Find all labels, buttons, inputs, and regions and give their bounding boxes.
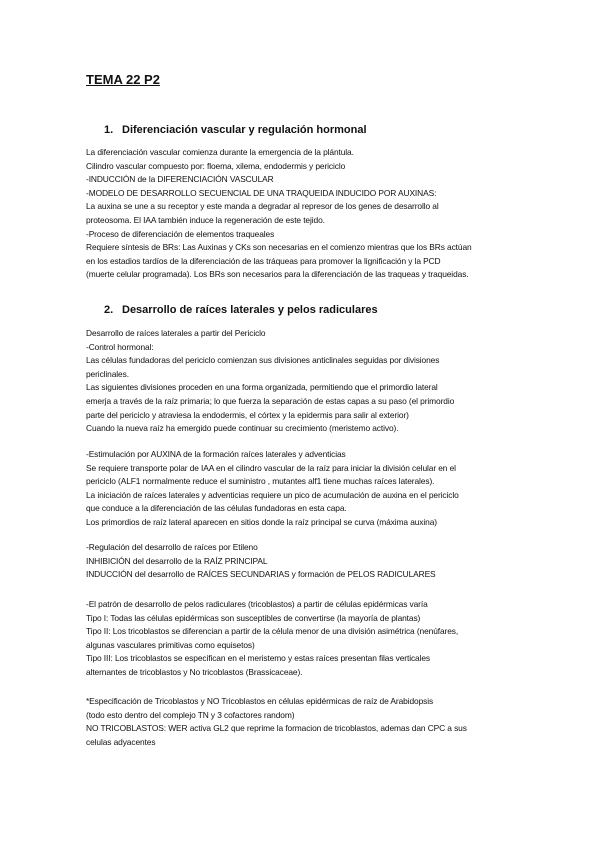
- text-line: parte del periciclo y atraviesa la endodermis, el córtex y la epidermis para salir al exterior): [86, 409, 409, 420]
- text-line: La auxina se une a su receptor y este manda a degradar al represor de los genes de desarrollo al: [86, 201, 439, 212]
- section-2-group-2: [86, 448, 526, 530]
- text-line: (muerte celular programada). Los BRs son necesarios para la diferenciación de las traqueas y traqueidas.: [86, 269, 469, 280]
- section-2-group-5: [86, 695, 526, 749]
- text-line: -MODELO DE DESARROLLO SECUENCIAL DE UNA TRAQUEIDA INDUCIDO POR AUXINAS:: [86, 187, 437, 198]
- section-2-number: 2.: [104, 304, 114, 316]
- text-line: algunas vasculares primitivas como equisetos): [86, 639, 255, 650]
- text-line: Tipo I: Todas las células epidérmicas son susceptibles de convertirse (la mayoría de plantas): [86, 612, 421, 623]
- section-1-number: 1.: [104, 124, 114, 136]
- text-line: emerja a través de la raíz primaria; lo que fuerza la separación de estas capas a su paso (el primordio: [86, 395, 455, 406]
- text-line: NO TRICOBLASTOS: WER activa GL2 que reprime la formacion de tricoblastos, ademas dan CPC a sus: [86, 723, 467, 734]
- text-line: *Especificación de Tricoblastos y NO Tricoblastos en células epidérmicas de raíz de Arabidopsis: [86, 696, 434, 706]
- text-line: que conduce a la diferenciación de las células fundadoras en esta capa.: [86, 503, 347, 514]
- text-line: -Estimulación por AUXINA de la formación raíces laterales y adventicias: [86, 449, 346, 459]
- text-line: Se requiere transporte polar de IAA en el cilindro vascular de la raíz para iniciar la división celular en el: [86, 462, 456, 473]
- document-title: TEMA 22 P2: [86, 72, 160, 87]
- text-line: -INDUCCIÓN de la DIFERENCIACIÓN VASCULAR: [86, 174, 274, 185]
- text-line: -Regulación del desarrollo de raíces por Etileno: [86, 542, 258, 552]
- section-2-group-4: [86, 598, 526, 680]
- text-line: periclinales.: [86, 368, 129, 379]
- text-line: periciclo (ALF1 normalmente reduce el suministro , mutantes alf1 tiene muchas raíces laterales).: [86, 476, 435, 487]
- section-2-group-1: [86, 327, 526, 436]
- text-line: Desarrollo de raíces laterales a partir del Periciclo: [86, 328, 266, 338]
- text-line: (todo esto dentro del complejo TN y 3 cofactores random): [86, 709, 295, 720]
- text-line: proteosoma. El IAA también induce la regeneración de este tejido.: [86, 214, 325, 225]
- text-line: Los primordios de raíz lateral aparecen en sitios donde la raíz principal se curva (máxima auxina): [86, 516, 437, 527]
- section-2-heading: [104, 304, 378, 316]
- text-line: Cuando la nueva raíz ha emergido puede continuar su crecimiento (meristemo activo).: [86, 423, 399, 434]
- section-1-heading: [104, 124, 367, 136]
- section-1-heading-text: Diferenciación vascular y regulación hormonal: [122, 124, 367, 136]
- text-line: Tipo II: Los tricoblastos se diferencian a partir de la célula menor de una división asimétrica (nenúfares,: [86, 626, 459, 637]
- text-line: INDUCCIÓN del desarrollo de RAÍCES SECUNDARIAS y formación de PELOS RADICULARES: [86, 569, 436, 580]
- text-line: en los estadios tardíos de la diferenciación de las tráqueas para promover la lignificación y la PCD: [86, 255, 441, 266]
- section-1-body: [86, 146, 526, 282]
- text-line: celulas adyacentes: [86, 736, 156, 747]
- text-line: Las siguientes divisiones proceden en una forma organizada, permitiendo que el primordio lateral: [86, 382, 438, 393]
- text-line: Cilindro vascular compuesto por: floema, xilema, endodermis y periciclo: [86, 160, 346, 171]
- text-line: La diferenciación vascular comienza durante la emergencia de la plántula.: [86, 147, 354, 157]
- text-line: Requiere síntesis de BRs: Las Auxinas y CKs son necesarias en el comienzo mientras que los BRs actúan: [86, 242, 472, 253]
- text-line: -Proceso de diferenciación de elementos traqueales: [86, 228, 275, 239]
- section-2-group-3: [86, 541, 526, 582]
- text-line: alternantes de tricoblastos y No tricoblastos (Brassicaceae).: [86, 666, 303, 677]
- text-line: Las células fundadoras del periciclo comienzan sus divisiones anticlinales seguidas por divisiones: [86, 355, 440, 366]
- text-line: La iniciación de raíces laterales y adventicias requiere un pico de acumulación de auxina en el periciclo: [86, 489, 459, 500]
- text-line: -El patrón de desarrollo de pelos radiculares (tricoblastos) a partir de células epidérmicas varía: [86, 599, 428, 609]
- text-line: INHIBICIÓN del desarrollo de la RAÍZ PRINCIPAL: [86, 555, 268, 566]
- text-line: Tipo III: Los tricoblastos se especifican en el meristemo y estas raíces presentan filas verticales: [86, 653, 431, 664]
- section-2-heading-text: Desarrollo de raíces laterales y pelos radiculares: [122, 304, 378, 316]
- text-line: -Control hormonal:: [86, 341, 154, 352]
